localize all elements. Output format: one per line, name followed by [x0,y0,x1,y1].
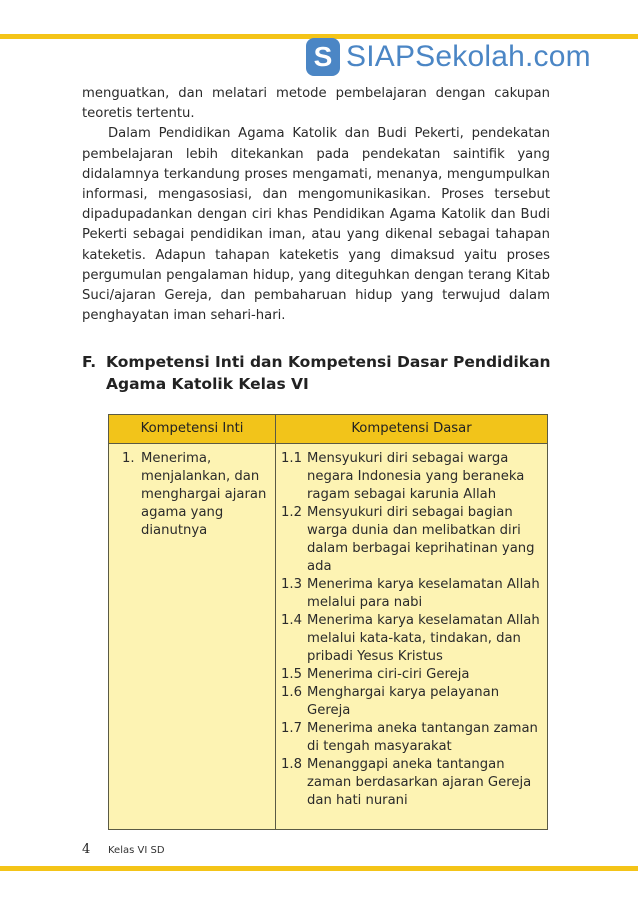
table-header-row [109,415,547,444]
paragraph-pendekatan: Dalam Pendidikan Agama Katolik dan Budi Pekerti, pendekatan pembelajaran lebih ditekankan pada pendekatan saintifik yang didalamnya terkandung proses mengamati, menanya, mengumpulkan informasi, mengasosiasi, dan mengomunikasikan. Proses tersebut dipadupadankan dengan ciri khas Pendidikan Agama Katolik dan Budi Pekerti sebagai pendidikan iman, atau yang dikenal sebagai tahapan kateketis. Adapun tahapan kateketis yang dimaksud yaitu proses pergumulan pengalaman hidup, yang diteguhkan dengan terang Kitab Suci/ajaran Gereja, dan pembaharuan hidup yang terwujud dalam penghayatan iman sehari-hari. [82,126,550,324]
kd-item [281,756,547,810]
watermark-logo [306,36,591,78]
section-letter: F. [82,353,97,371]
kd-text: Menerima karya keselamatan Allah melalui kata-kata, tindakan, dan pribadi Yesus Kristus [307,613,540,664]
kd-item [281,666,547,684]
paragraph-continued: menguatkan, dan melatari metode pembelajaran dengan cakupan teoretis tertentu. [82,86,550,122]
kd-text: Menghargai karya pelayanan Gereja [307,685,500,718]
page-footer [82,842,165,857]
ki-number: 1. [122,451,135,466]
kompetensi-table [108,414,548,830]
page-number: 4 [82,842,91,857]
kd-item [281,684,547,720]
bottom-accent-bar [0,866,638,871]
kd-text: Menerima aneka tantangan zaman di tengah masyarakat [307,721,538,754]
header-kompetensi-inti: Kompetensi Inti [109,415,276,443]
body-text [82,84,550,326]
section-title: Kompetensi Inti dan Kompetensi Dasar Pendidikan Agama Katolik Kelas VI [106,353,551,393]
kd-text: Menerima ciri-ciri Gereja [307,667,470,682]
kd-number: 1.5 [281,667,302,682]
kd-number: 1.2 [281,505,302,520]
kd-number: 1.7 [281,721,302,736]
watermark-badge-icon: S [306,38,340,76]
footer-label: Kelas VI SD [108,845,165,856]
kd-item [281,576,547,612]
kd-number: 1.6 [281,685,302,700]
section-heading [82,351,552,395]
kd-text: Menanggapi aneka tantangan zaman berdasarkan ajaran Gereja dan hati nurani [307,757,532,808]
kd-number: 1.1 [281,451,302,466]
kompetensi-dasar-column [276,444,547,830]
kd-item [281,504,547,576]
table-body-row [109,444,547,830]
watermark-text: SIAPSekolah.com [346,40,591,73]
kd-item [281,450,547,504]
kompetensi-inti-column [109,444,276,830]
ki-text: Menerima, menjalankan, dan menghargai ajaran agama yang dianutnya [141,451,267,538]
kd-number: 1.4 [281,613,302,628]
kd-text: Menerima karya keselamatan Allah melalui para nabi [307,577,540,610]
kd-item [281,720,547,756]
kd-number: 1.3 [281,577,302,592]
ki-item [122,450,275,540]
kd-text: Mensyukuri diri sebagai bagian warga dunia dan melibatkan diri dalam berbagai keprihatinan yang ada [307,505,535,574]
kd-number: 1.8 [281,757,302,772]
kd-item [281,612,547,666]
kd-text: Mensyukuri diri sebagai warga negara Indonesia yang beraneka ragam sebagai karunia Allah [307,451,525,502]
header-kompetensi-dasar: Kompetensi Dasar [351,421,472,436]
